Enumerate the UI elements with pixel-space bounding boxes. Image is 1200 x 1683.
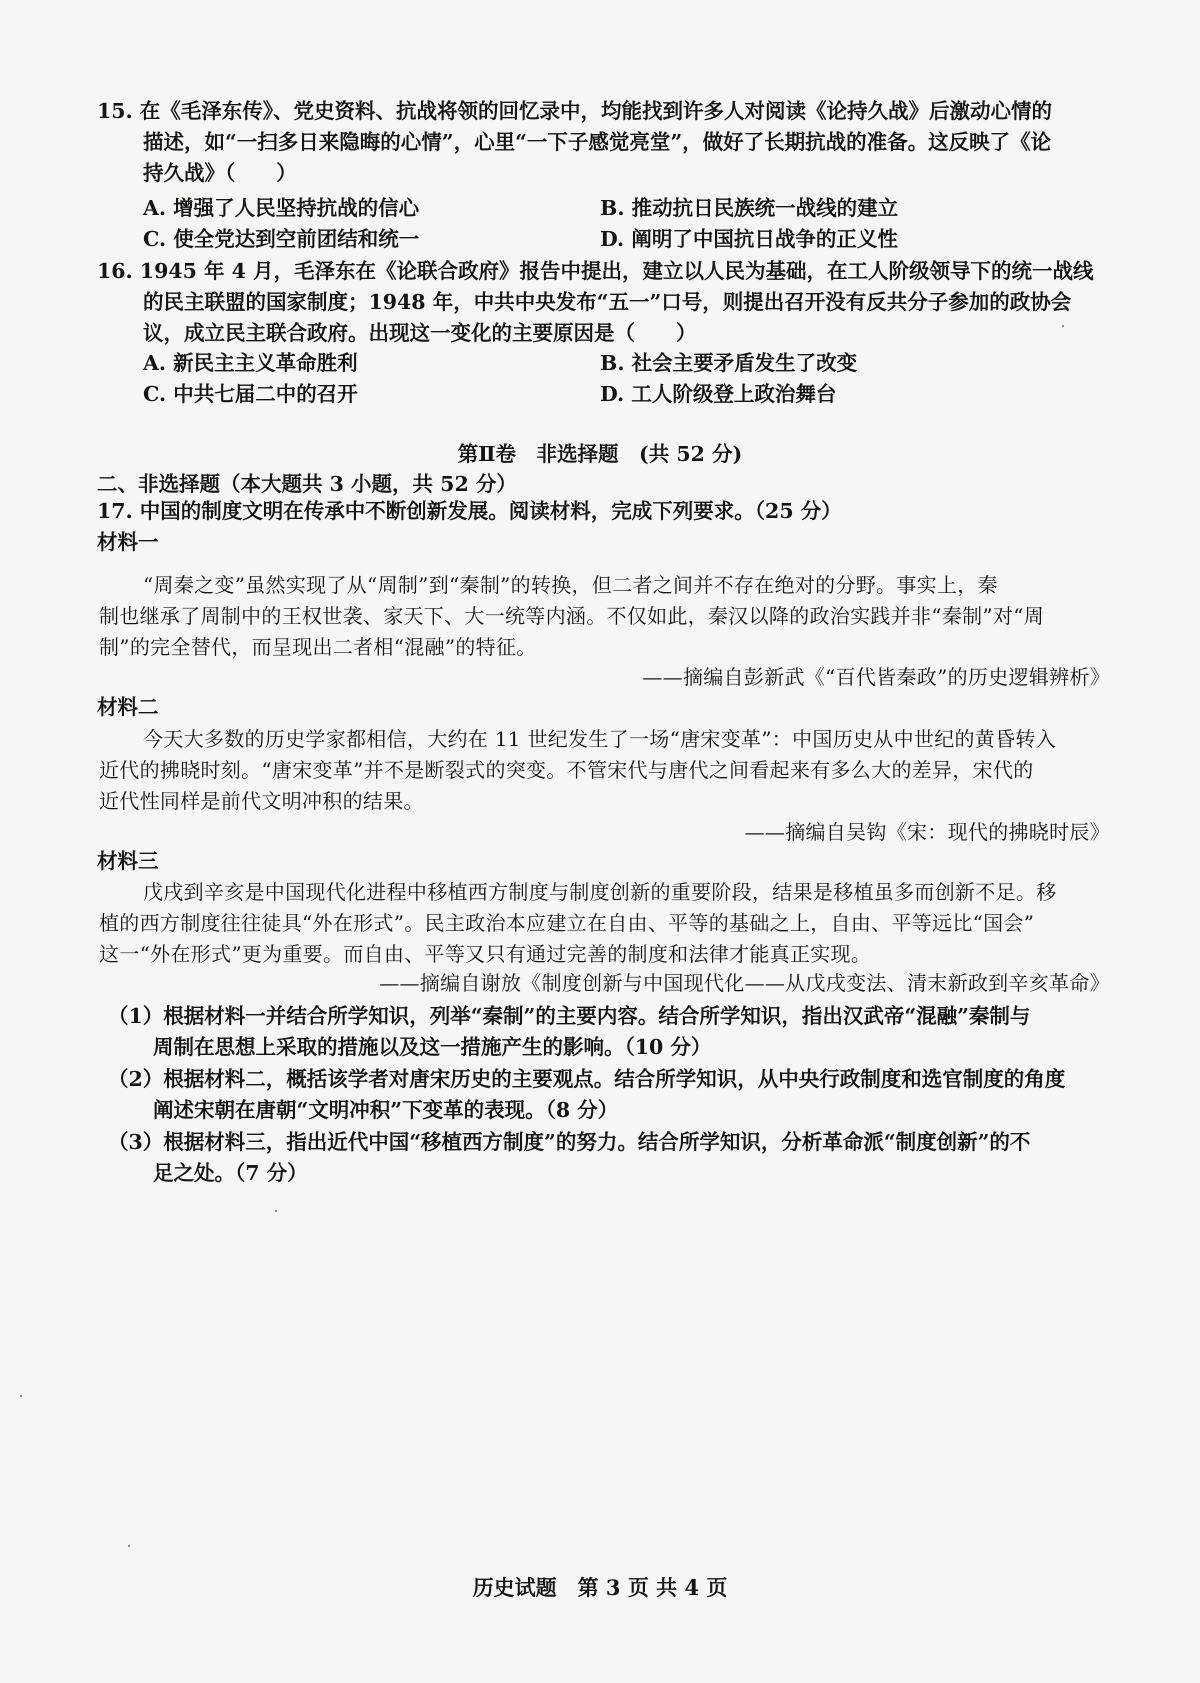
- q15-option-d: D. 阐明了中国抗日战争的正义性: [600, 227, 898, 251]
- material-2-title: 材料二: [97, 695, 159, 719]
- q16-option-c: C. 中共七届二中的召开: [143, 382, 358, 406]
- q15-option-c: C. 使全党达到空前团结和统一: [143, 227, 420, 251]
- q15-stem-line1: 15. 在《毛泽东传》、党史资料、抗战将领的回忆录中，均能找到许多人对阅读《论持久战》后激动心情的: [97, 99, 1053, 123]
- scan-speck: [1062, 325, 1064, 327]
- q16-option-a: A. 新民主主义革命胜利: [143, 351, 358, 375]
- material-1-line1: “周秦之变”虽然实现了从“周制”到“秦制”的转换，但二者之间并不存在绝对的分野。事实上，秦: [143, 573, 998, 597]
- material-3-line2: 植的西方制度往往徒具“外在形式”。民主政治本应建立在自由、平等的基础之上，自由、平等远比“国会”: [99, 911, 1035, 935]
- requirement-1-line2: 周制在思想上采取的措施以及这一措施产生的影响。（10 分）: [153, 1035, 712, 1059]
- q16-stem-line3: 议，成立民主联合政府。出现这一变化的主要原因是（ ）: [143, 321, 697, 345]
- q15-option-a: A. 增强了人民坚持抗战的信心: [143, 196, 420, 220]
- requirement-3-line2: 足之处。（7 分）: [153, 1161, 308, 1185]
- material-1-title: 材料一: [97, 530, 159, 554]
- requirement-3-line1: （3）根据材料三，指出近代中国“移植西方制度”的努力。结合所学知识，分析革命派“制度创新”的不: [108, 1130, 1031, 1154]
- material-1-line2: 制也继承了周制中的王权世袭、家天下、大一统等内涵。不仅如此，秦汉以降的政治实践并非“秦制”对“周: [99, 604, 1045, 628]
- q16-stem-line2: 的民主联盟的国家制度；1948 年，中共中央发布“五一”口号，则提出召开没有反共分子参加的政协会: [143, 290, 1072, 314]
- q16-stem-line1: 16. 1945 年 4 月，毛泽东在《论联合政府》报告中提出，建立以人民为基础，在工人阶级领导下的统一战线: [97, 259, 1094, 283]
- material-1-line3: 制”的完全替代，而呈现出二者相“混融”的特征。: [99, 635, 537, 659]
- requirement-2-line2: 阐述宋朝在唐朝“文明冲积”下变革的表现。（8 分）: [153, 1098, 619, 1122]
- material-2-line1: 今天大多数的历史学家都相信，大约在 11 世纪发生了一场“唐宋变革”：中国历史从中世纪的黄昏转入: [143, 727, 1057, 751]
- scan-speck: [275, 1210, 277, 1212]
- q17-stem: 17. 中国的制度文明在传承中不断创新发展。阅读材料，完成下列要求。（25 分）: [97, 499, 842, 523]
- section-title: 第Ⅱ卷 非选择题 (共 52 分): [457, 442, 743, 466]
- scan-speck: [128, 1545, 130, 1547]
- q16-option-b: B. 社会主要矛盾发生了改变: [600, 351, 858, 375]
- material-3-line3: 这一“外在形式”更为重要。而自由、平等又只有通过完善的制度和法律才能真正实现。: [99, 942, 872, 966]
- requirement-1-line1: （1）根据材料一并结合所学知识，列举“秦制”的主要内容。结合所学知识，指出汉武帝“混融”秦制与: [108, 1004, 1031, 1028]
- q15-option-b: B. 推动抗日民族统一战线的建立: [600, 196, 899, 220]
- material-1-source: ——摘编自彭新武《“百代皆秦政”的历史逻辑辨析》: [642, 665, 1110, 689]
- requirement-2-line1: （2）根据材料二，概括该学者对唐宋历史的主要观点。结合所学知识，从中央行政制度和选官制度的角度: [108, 1067, 1066, 1091]
- scan-speck: [20, 1395, 22, 1397]
- material-3-line1: 戊戌到辛亥是中国现代化进程中移植西方制度与制度创新的重要阶段，结果是移植虽多而创新不足。移: [143, 880, 1057, 904]
- q15-stem-line3: 持久战》（ ）: [143, 161, 297, 185]
- material-3-source: ——摘编自谢放《制度创新与中国现代化——从戊戌变法、清末新政到辛亥革命》: [379, 971, 1110, 995]
- material-2-line2: 近代的拂晓时刻。“唐宋变革”并不是断裂式的突变。不管宋代与唐代之间看起来有多么大的差异，宋代的: [99, 758, 1034, 782]
- material-2-source: ——摘编自吴钩《宋：现代的拂晓时辰》: [744, 820, 1110, 844]
- page-footer: 历史试题 第 3 页 共 4 页: [472, 1575, 728, 1600]
- material-3-title: 材料三: [97, 849, 159, 873]
- q16-option-d: D. 工人阶级登上政治舞台: [600, 382, 837, 406]
- q15-stem-line2: 描述，如“一扫多日来隐晦的心情”，心里“一下子感觉亮堂”，做好了长期抗战的准备。这反映了《论: [143, 130, 1052, 154]
- material-2-line3: 近代性同样是前代文明冲积的结果。: [99, 789, 424, 813]
- section-heading: 二、非选择题（本大题共 3 小题，共 52 分）: [97, 472, 517, 496]
